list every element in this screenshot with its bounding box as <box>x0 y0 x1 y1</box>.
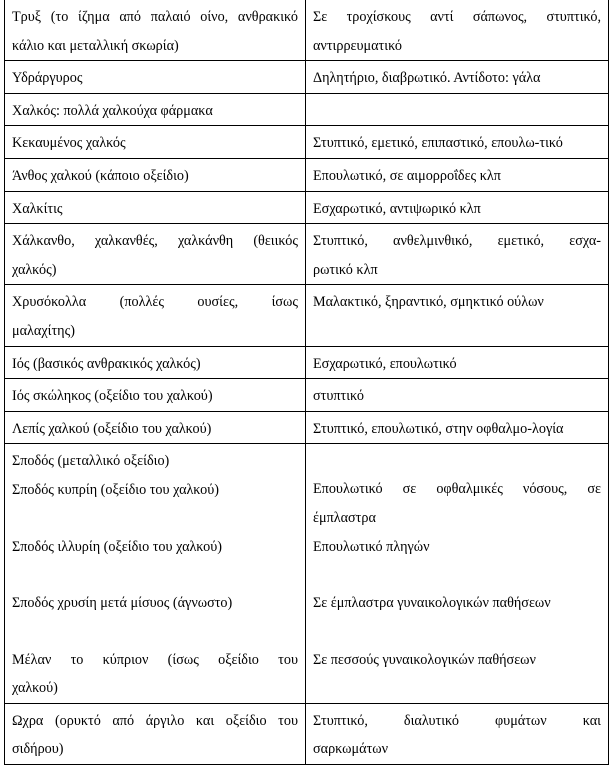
cell-line: ρωτικό κλπ <box>313 261 378 278</box>
cell-line: Ωχρα (ορυκτό από άργιλο και οξείδιο του <box>12 712 298 729</box>
substances-table <box>4 0 609 765</box>
cell-line: Μέλαν το κύπριον (ίσως οξείδιο του <box>12 651 298 668</box>
substance-cell <box>5 285 306 346</box>
cell-line: Σε τροχίσκους αντί σάπωνος, στυπτικό, <box>313 9 601 25</box>
substance-cell <box>5 0 306 61</box>
use-cell <box>306 93 609 126</box>
cell-line: σιδήρου) <box>12 741 64 758</box>
table-row <box>5 379 609 412</box>
table-row <box>5 61 609 94</box>
table-row <box>5 0 609 61</box>
use-cell <box>306 379 609 412</box>
cell-line: Χάλκανθο, χαλκανθές, χαλκάνθη (θειικός <box>12 233 298 250</box>
table-row <box>5 346 609 379</box>
cell-line: στυπτικό <box>313 388 364 405</box>
use-cell <box>306 703 609 764</box>
cell-spacer <box>12 618 298 646</box>
substance-cell <box>5 444 306 704</box>
table-row <box>5 126 609 159</box>
cell-line: Χαλκίτις <box>12 200 63 217</box>
use-cell <box>306 191 609 224</box>
substance-cell <box>5 703 306 764</box>
cell-line: Λεπίς χαλκού (οξείδιο του χαλκού) <box>12 420 212 437</box>
substance-cell <box>5 191 306 224</box>
cell-line: Στυπτικό, ανθελμινθικό, εμετικό, εσχα- <box>313 233 601 250</box>
table-row <box>5 224 609 285</box>
cell-line: Επουλωτικό σε οφθαλμικές νόσους, σε <box>313 481 601 498</box>
cell-line: Στυπτικό, επουλωτικό, στην οφθαλμο-λογία <box>313 420 564 437</box>
cell-line: Κεκαυμένος χαλκός <box>12 135 126 152</box>
cell-line: Εσχαρωτικό, αντιψωρικό κλπ <box>313 200 481 217</box>
use-cell <box>306 444 609 704</box>
use-cell <box>306 346 609 379</box>
cell-line: Υδράργυρος <box>12 70 83 87</box>
table-row <box>5 703 609 764</box>
cell-line: κάλιο και μεταλλική σκωρία) <box>12 37 179 54</box>
use-cell <box>306 224 609 285</box>
cell-line: αντιρρευματικό <box>313 37 402 54</box>
substance-cell <box>5 61 306 94</box>
substance-cell <box>5 379 306 412</box>
cell-line: Τρυξ (το ίζημα από παλαιό οίνο, ανθρακικό <box>12 9 298 25</box>
table-row <box>5 285 609 346</box>
cell-spacer <box>12 505 298 533</box>
cell-line: Επουλωτικό, σε αιμορροΐδες κλπ <box>313 167 501 184</box>
cell-line: Στυπτικό, εμετικό, επιπαστικό, επουλω-τικό <box>313 135 563 152</box>
cell-line: χαλκός) <box>12 261 57 278</box>
cell-line: Σποδός ιλλυρίη (οξείδιο του χαλκού) <box>12 538 222 555</box>
substance-cell <box>5 411 306 444</box>
substance-cell <box>5 158 306 191</box>
cell-line: Επουλωτικό πληγών <box>313 538 430 555</box>
use-cell <box>306 285 609 346</box>
cell-spacer <box>313 447 601 475</box>
cell-line: Χρυσόκολλα (πολλές ουσίες, ίσως <box>12 294 298 311</box>
table-row <box>5 411 609 444</box>
cell-line: Μαλακτικό, ξηραντικό, σμηκτικό ούλων <box>313 294 544 311</box>
use-cell <box>306 411 609 444</box>
table-row <box>5 93 609 126</box>
use-cell <box>306 61 609 94</box>
use-cell <box>306 158 609 191</box>
cell-line: Σποδός κυπρίη (οξείδιο του χαλκού) <box>12 481 219 498</box>
substance-cell <box>5 346 306 379</box>
table-row <box>5 444 609 704</box>
cell-line: Σποδός χρυσίη μετά μίσυος (άγνωστο) <box>12 595 233 612</box>
cell-line: Εσχαρωτικό, επουλωτικό <box>313 355 457 372</box>
cell-line: έμπλαστρα <box>313 509 376 526</box>
cell-line: Ιός σκώληκος (οξείδιο του χαλκού) <box>12 388 213 405</box>
cell-line: χαλκού) <box>12 680 58 697</box>
cell-line: Ιός (βασικός ανθρακικός χαλκός) <box>12 355 201 372</box>
cell-spacer <box>313 561 601 589</box>
cell-line: Σε πεσσούς γυναικολογικών παθήσεων <box>313 651 536 668</box>
cell-line: σαρκωμάτων <box>313 741 389 758</box>
substance-cell <box>5 126 306 159</box>
cell-line: Άνθος χαλκού (κάποιο οξείδιο) <box>12 167 189 184</box>
table-row <box>5 191 609 224</box>
use-cell <box>306 126 609 159</box>
cell-line: Στυπτικό, διαλυτικό φυμάτων και <box>313 712 601 729</box>
section-heading: Σποδός (μεταλλικό οξείδιο) <box>12 453 170 470</box>
substance-cell <box>5 93 306 126</box>
cell-spacer <box>12 561 298 589</box>
substance-cell <box>5 224 306 285</box>
cell-line: Δηλητήριο, διαβρωτικό. Αντίδοτο: γάλα <box>313 70 541 87</box>
table-row <box>5 158 609 191</box>
cell-line: Σε έμπλαστρα γυναικολογικών παθήσεων <box>313 595 551 612</box>
cell-line: Χαλκός: πολλά χαλκούχα φάρμακα <box>12 102 213 119</box>
cell-spacer <box>313 618 601 646</box>
cell-line: μαλαχίτης) <box>12 322 75 339</box>
use-cell <box>306 0 609 61</box>
